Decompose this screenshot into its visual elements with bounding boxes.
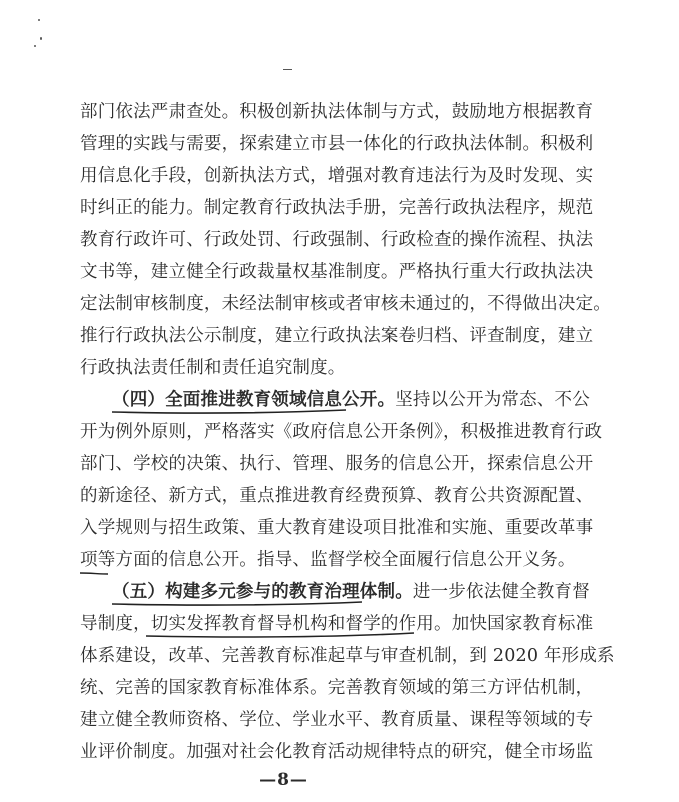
paragraph-line: 时纠正的能力。制定教育行政执法手册，完善行政执法程序，规范 — [80, 198, 594, 218]
paragraph-line: 文书等，建立健全行政裁量权基准制度。严格执行重大行政执法决 — [80, 262, 594, 282]
paragraph-line: 统、完善的国家教育标准体系。完善教育领域的第三方评估机制， — [80, 678, 594, 698]
paragraph-line: 的新途径、新方式，重点推进教育经费预算、教育公共资源配置、 — [80, 486, 594, 506]
paragraph-line: 导制度，切实发挥教育督导机构和督学的作用。加快国家教育标准 — [80, 614, 594, 634]
pen-underline — [146, 633, 414, 637]
paragraph-line: 教育行政许可、行政处罚、行政强制、行政检查的操作流程、执法 — [80, 230, 594, 250]
paragraph-line: 业评价制度。加强对社会化教育活动规律特点的研究，健全市场监 — [80, 742, 594, 762]
section-heading-line: （五）构建多元参与的教育治理体制。进一步依法健全教育督 — [112, 582, 590, 602]
pen-underline — [112, 602, 362, 605]
pen-underline — [112, 410, 346, 413]
section-heading: （五）构建多元参与的教育治理体制。 — [112, 582, 413, 602]
section-heading: （四）全面推进教育领域信息公开。 — [112, 390, 396, 410]
paragraph-line: 入学规则与招生政策、重大教育建设项目批准和实施、重要改革事 — [80, 518, 594, 538]
page-number: —8— — [259, 770, 308, 790]
paragraph-line: 体系建设，改革、完善教育标准起草与审查机制，到 2020 年形成系 — [80, 646, 615, 666]
section-heading-line: （四）全面推进教育领域信息公开。坚持以公开为常态、不公 — [112, 390, 590, 410]
paragraph-line: 部门依法严肃查处。积极创新执法体制与方式，鼓励地方根据教育 — [80, 102, 594, 122]
pen-underline — [80, 573, 108, 574]
paragraph-line: 行政执法责任制和责任追究制度。 — [80, 358, 346, 378]
paragraph-line: 推行行政执法公示制度，建立行政执法案卷归档、评查制度，建立 — [80, 326, 594, 346]
paragraph-line: 管理的实践与需要，探索建立市县一体化的行政执法体制。积极利 — [80, 134, 594, 154]
paragraph-line: 定法制审核制度，未经法制审核或者审核未通过的，不得做出决定。 — [80, 294, 611, 314]
paragraph-line: 开为例外原则，严格落实《政府信息公开条例》，积极推进教育行政 — [80, 422, 603, 442]
paragraph-line: 用信息化手段，创新执法方式，增强对教育违法行为及时发现、实 — [80, 166, 594, 186]
paragraph-line: 项等方面的信息公开。指导、监督学校全面履行信息公开义务。 — [80, 550, 576, 570]
paragraph-line: 建立健全教师资格、学位、学业水平、教育质量、课程等领域的专 — [80, 710, 594, 730]
paragraph-line: 部门、学校的决策、执行、管理、服务的信息公开，探索信息公开 — [80, 454, 594, 474]
